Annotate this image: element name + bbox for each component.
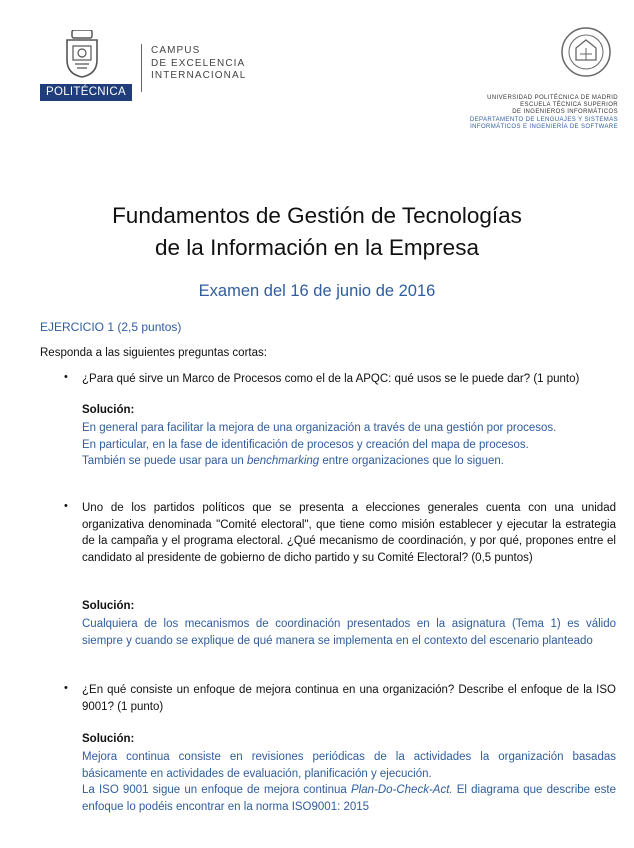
exam-date-subtitle: Examen del 16 de junio de 2016 — [198, 282, 436, 300]
document-title — [0, 200, 634, 264]
question-points: (1 punto) — [117, 700, 164, 713]
solution-line — [82, 782, 616, 815]
title-line: Fundamentos de Gestión de Tecnologías — [112, 203, 522, 228]
institution-line: ESCUELA TÉCNICA SUPERIOR — [520, 102, 618, 109]
campus-line: CAMPUS — [151, 45, 201, 56]
solution-label: Solución: — [82, 404, 135, 416]
exercise-intro: Responda a las siguientes preguntas cortas: — [40, 347, 267, 359]
institution-line: DE INGENIEROS INFORMÁTICOS — [512, 109, 618, 116]
solution-label: Solución: — [82, 600, 135, 612]
upm-politecnica-label: POLITÉCNICA — [40, 84, 132, 101]
campus-line: DE EXCELENCIA — [151, 57, 246, 69]
question-text: ¿En qué consiste un enfoque de mejora continua en una organización? Describe el enfoque de la ISO 9001? — [82, 684, 616, 713]
solution-line: Cualquiera de los mecanismos de coordinación presentados en la asignatura (Tema 1) es válido siempre y cuando se explique de qué manera se implementa en el contexto del escenario planteado — [82, 618, 616, 647]
institution-block — [470, 95, 618, 131]
bullet-icon — [64, 500, 72, 516]
solution-line: En particular, en la fase de identificación de procesos y creación del mapa de procesos. — [82, 438, 529, 451]
campus-excelencia-label — [151, 45, 246, 83]
solution-line: Mejora continua consiste en revisiones periódicas de la actividades la organización basadas básicamente en actividades de evaluación, planificación y ejecución. — [82, 751, 616, 780]
institution-line: UNIVERSIDAD POLITÉCNICA DE MADRID — [487, 95, 618, 101]
solution-line — [82, 453, 616, 470]
department-line: DEPARTAMENTO DE LENGUAJES Y SISTEMAS — [469, 116, 618, 123]
question-3 — [82, 682, 616, 715]
question-1 — [82, 371, 616, 388]
solution-italic: Plan-Do-Check-Act. — [350, 784, 453, 796]
question-text: Uno de los partidos políticos que se presenta a elecciones generales cuenta con una unidad organizativa denominada "Comité electoral", que tiene como misión establecer y ejecutar la estrategia de la campaña y el programa electoral. ¿Qué mecanismo de coordinación, y por qué, propones entre el candidato al presidente de gobierno de dicho partido y su Comité Electoral? — [82, 502, 616, 564]
solution-label: Solución: — [82, 733, 135, 745]
title-line: de la Información en la Empresa — [155, 235, 479, 260]
question-text: ¿Para qué sirve un Marco de Procesos como el de la APQC: qué usos se le puede dar? — [82, 373, 531, 385]
solution-2 — [82, 616, 616, 649]
solution-text: La ISO 9001 sigue un enfoque de mejora continua — [82, 784, 347, 796]
question-2 — [82, 500, 616, 566]
solution-text: entre organizaciones que lo siguen. — [319, 455, 504, 467]
exercise-heading: EJERCICIO 1 (2,5 puntos) — [40, 320, 182, 334]
solution-text: También se puede usar para un — [82, 455, 244, 467]
header-divider — [141, 44, 142, 92]
upm-crest-logo — [63, 30, 101, 78]
bullet-icon — [64, 371, 72, 387]
solution-text: El diagrama que describe este enfoque lo podéis encontrar en la norma ISO9001: 2015 — [82, 784, 616, 813]
bullet-icon — [64, 682, 72, 698]
solution-line: En general para facilitar la mejora de una organización a través de una gestión por procesos. — [82, 422, 557, 434]
solution-3 — [82, 749, 616, 815]
campus-line: INTERNACIONAL — [151, 70, 247, 81]
question-points: (0,5 puntos) — [471, 551, 533, 564]
solution-1 — [82, 420, 616, 470]
solution-italic: benchmarking — [246, 455, 320, 467]
school-seal-logo — [560, 26, 612, 78]
department-line: INFORMÁTICOS E INGENIERÍA DE SOFTWARE — [470, 123, 618, 130]
question-points: (1 punto) — [533, 373, 580, 385]
